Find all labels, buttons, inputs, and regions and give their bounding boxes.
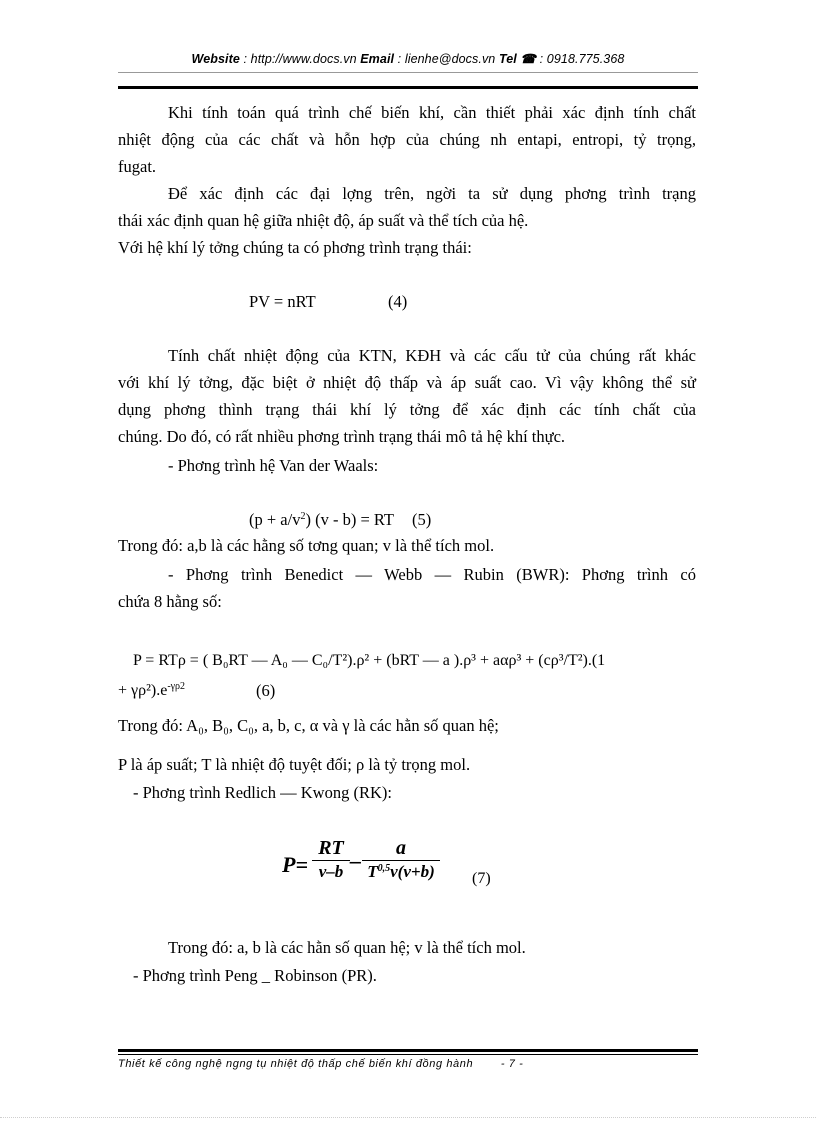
email-value: : lienhe@docs.vn xyxy=(394,52,499,66)
email-label: Email xyxy=(360,52,395,66)
rk-heading: - Phơng trình Redlich — Kwong (RK): xyxy=(133,783,392,802)
equation-7-fraction-2-denominator xyxy=(362,861,440,883)
vdw-heading: - Phơng trình hệ Van der Waals: xyxy=(168,456,379,475)
page-footer xyxy=(118,1058,523,1070)
equation-5 xyxy=(249,509,394,531)
bwr-heading-line-1: - Phơng trình Benedict — Webb — Rubin (BWR): Phơng trình có xyxy=(168,565,696,584)
bwr-description-line-1: Trong đó: A₀, B₀, C₀, a, b, c, α và γ là các hằn số quan hệ; xyxy=(118,716,499,735)
rk-description: Trong đó: a, b là các hằn số quan hệ; v là thể tích mol. xyxy=(168,938,526,957)
equation-6-number: (6) xyxy=(256,681,276,700)
vdw-description: Trong đó: a,b là các hằng số tơng quan; v là thể tích mol. xyxy=(118,536,495,555)
paragraph-4-line-1: Tính chất nhiệt động của KTN, KĐH và các cấu tử của chúng rất khác xyxy=(168,346,696,365)
equation-6-exponent: -γρ2 xyxy=(167,681,186,692)
footer-title: Thiết kế công nghệ ngng tụ nhiệt độ thấp chế biến khí đồng hành xyxy=(118,1058,474,1070)
equation-7-denominator-exponent: 0,5 xyxy=(377,863,391,874)
header-thin-rule xyxy=(118,72,698,73)
paragraph-1-line-1: Khi tính toán quá trình chế biến khí, cần thiết phải xác định tính chất xyxy=(168,103,696,122)
equation-7-denominator-rest: v(v+b) xyxy=(390,862,435,881)
equation-7-number: (7) xyxy=(472,870,491,887)
tel-label: Tel ☎ xyxy=(498,52,537,66)
equation-6-line-2-main: + γρ²).e xyxy=(118,682,168,699)
equation-5-number: (5) xyxy=(412,510,432,529)
paragraph-2-line-1: Để xác định các đại lợng trên, ngời ta sử dụng phơng trình trạng xyxy=(168,184,696,203)
equation-7-fraction-2-numerator: a xyxy=(396,837,406,859)
equation-5-right: ) (v - b) = RT xyxy=(305,510,394,529)
page-number: - 7 - xyxy=(500,1058,524,1070)
equation-7-fraction-1 xyxy=(312,836,350,883)
equation-6-line-2 xyxy=(118,680,185,702)
equation-4-number: (4) xyxy=(388,292,408,311)
website-label: Website xyxy=(191,52,240,66)
equation-7-fraction-1-numerator: RT xyxy=(318,837,344,859)
equation-7-fraction-2 xyxy=(362,836,440,883)
bwr-heading-line-2: chứa 8 hằng số: xyxy=(118,592,222,611)
equation-7-minus: – xyxy=(350,848,361,873)
equation-6-line-1: P = RTρ = ( B₀RT — A₀ — C₀/T²).ρ² + (bRT — a ).ρ³ + aαρ³ + (cρ³/T²).(1 xyxy=(133,652,606,669)
pr-heading: - Phơng trình Peng _ Robinson (PR). xyxy=(133,966,377,985)
equation-7-denominator-t: T xyxy=(367,862,378,881)
page-edge-dotted-rule xyxy=(0,1117,816,1118)
paragraph-1-line-3: fugat. xyxy=(118,157,157,176)
equation-5-superscript: 2 xyxy=(300,511,306,522)
paragraph-4-line-4: chúng. Do đó, có rất nhiều phơng trình trạng thái mô tả hệ khí thực. xyxy=(118,427,566,446)
tel-value: : 0918.775.368 xyxy=(536,52,625,66)
header-thick-rule xyxy=(118,86,698,89)
equation-7-fraction-1-denominator: v–b xyxy=(318,862,344,881)
footer-thin-rule xyxy=(118,1054,698,1055)
paragraph-4-line-2: với khí lý tởng, đặc biệt ở nhiệt độ thấp và áp suất cao. Vì vậy không thể sử xyxy=(118,373,696,392)
paragraph-3-line-1: Với hệ khí lý tởng chúng ta có phơng trình trạng thái: xyxy=(118,238,472,257)
equation-7-lhs: P= xyxy=(282,852,308,877)
equation-5-left: (p + a/v xyxy=(249,510,301,529)
paragraph-1-line-2: nhiệt động của các chất và hỗn hợp của chúng nh entapi, entropi, tỷ trọng, xyxy=(118,130,696,149)
footer-thick-rule xyxy=(118,1049,698,1052)
website-value: : http://www.docs.vn xyxy=(239,52,361,66)
page-header xyxy=(118,51,698,66)
paragraph-2-line-2: thái xác định quan hệ giữa nhiệt độ, áp suất và thể tích của hệ. xyxy=(118,211,529,230)
equation-4: PV = nRT xyxy=(249,292,316,311)
paragraph-4-line-3: dụng phơng thình trạng thái khí lý tởng để xác định các tính chất của xyxy=(118,400,696,419)
bwr-description-line-2: P là áp suất; T là nhiệt độ tuyệt đối; ρ là tỷ trọng mol. xyxy=(118,755,471,774)
